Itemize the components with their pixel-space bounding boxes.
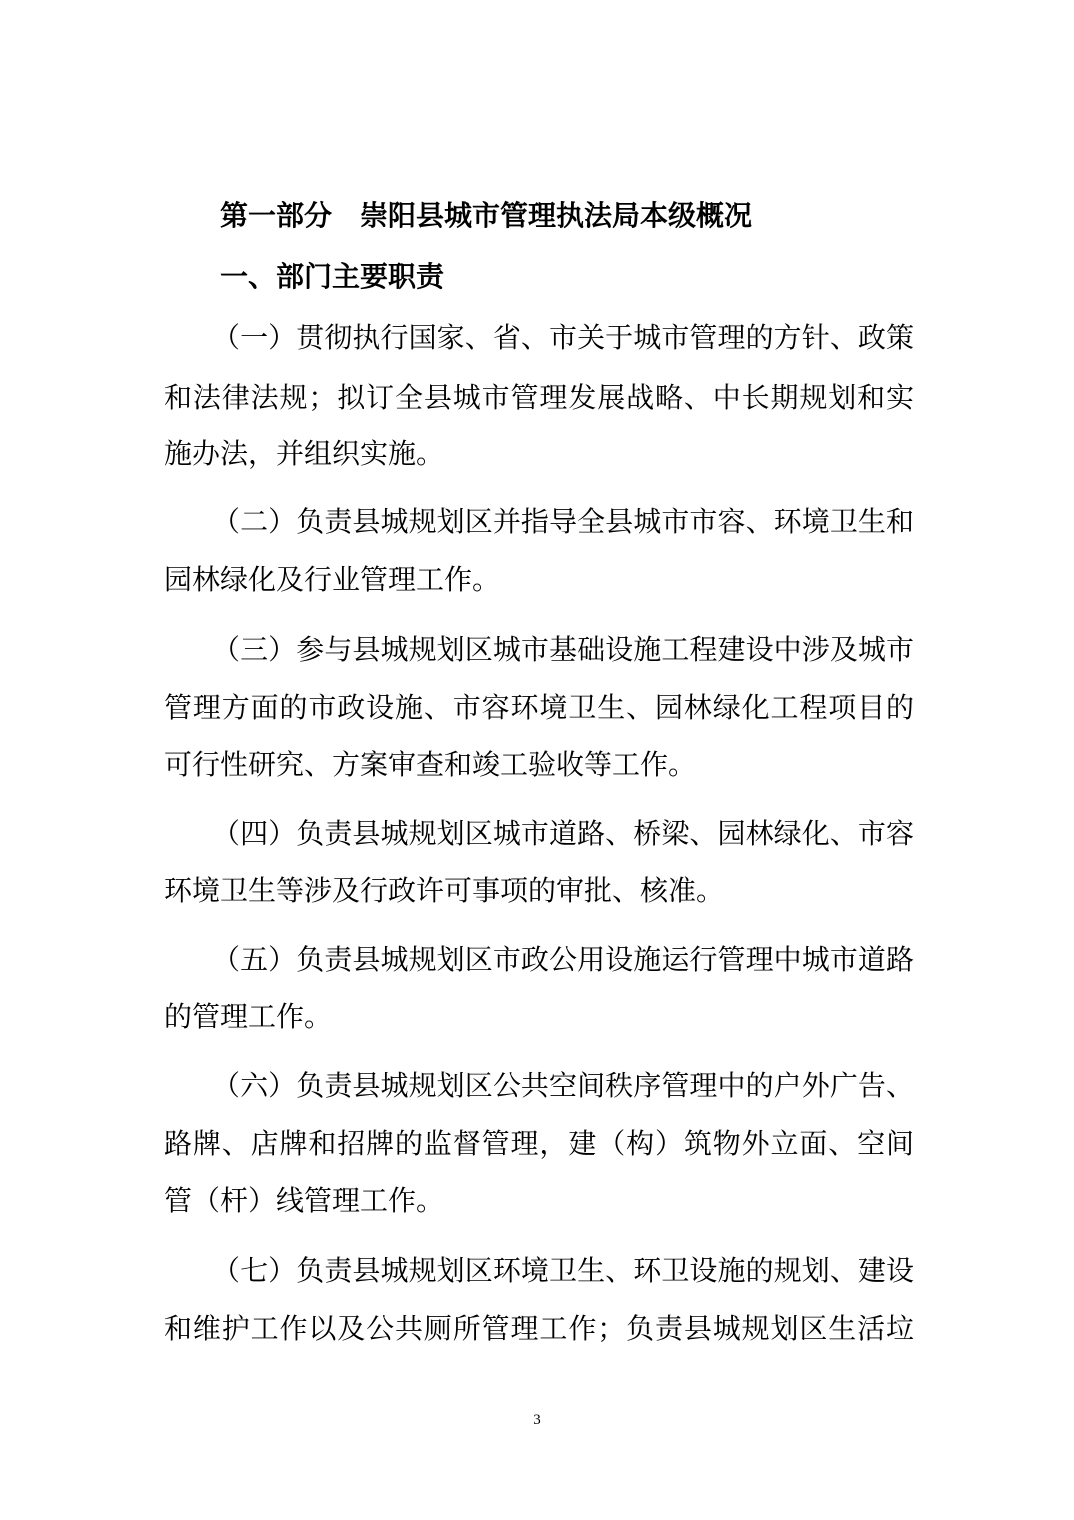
paragraph-5-line-2: 的管理工作。 [164, 1000, 333, 1033]
paragraph-6-line-3: 管（杆）线管理工作。 [164, 1184, 445, 1217]
paragraph-3-line-1: （三）参与县城规划区城市基础设施工程建设中涉及城市 [212, 633, 914, 666]
paragraph-5-line-1: （五）负责县城规划区市政公用设施运行管理中城市道路 [212, 943, 914, 976]
paragraph-6-line-2: 路牌、店牌和招牌的监督管理，建（构）筑物外立面、空间 [164, 1127, 914, 1160]
page-number: 3 [533, 1412, 541, 1428]
paragraph-4-line-2: 环境卫生等涉及行政许可事项的审批、核准。 [164, 874, 725, 907]
paragraph-4-line-1: （四）负责县城规划区城市道路、桥梁、园林绿化、市容 [212, 817, 914, 850]
paragraph-1-line-2: 和法律法规；拟订全县城市管理发展战略、中长期规划和实 [164, 381, 914, 414]
paragraph-2-line-2: 园林绿化及行业管理工作。 [164, 563, 501, 596]
part-heading: 第一部分 崇阳县城市管理执法局本级概况 [220, 199, 753, 232]
paragraph-3-line-3: 可行性研究、方案审查和竣工验收等工作。 [164, 748, 697, 781]
paragraph-1-line-1: （一）贯彻执行国家、省、市关于城市管理的方针、政策 [212, 321, 914, 354]
paragraph-3-line-2: 管理方面的市政设施、市容环境卫生、园林绿化工程项目的 [164, 691, 914, 724]
paragraph-1-line-3: 施办法，并组织实施。 [164, 437, 445, 470]
paragraph-7-line-1: （七）负责县城规划区环境卫生、环卫设施的规划、建设 [212, 1254, 914, 1287]
paragraph-6-line-1: （六）负责县城规划区公共空间秩序管理中的户外广告、 [212, 1069, 914, 1102]
section-heading: 一、部门主要职责 [220, 260, 445, 293]
paragraph-2-line-1: （二）负责县城规划区并指导全县城市市容、环境卫生和 [212, 505, 914, 538]
paragraph-7-line-2: 和维护工作以及公共厕所管理工作；负责县城规划区生活垃 [164, 1312, 914, 1345]
